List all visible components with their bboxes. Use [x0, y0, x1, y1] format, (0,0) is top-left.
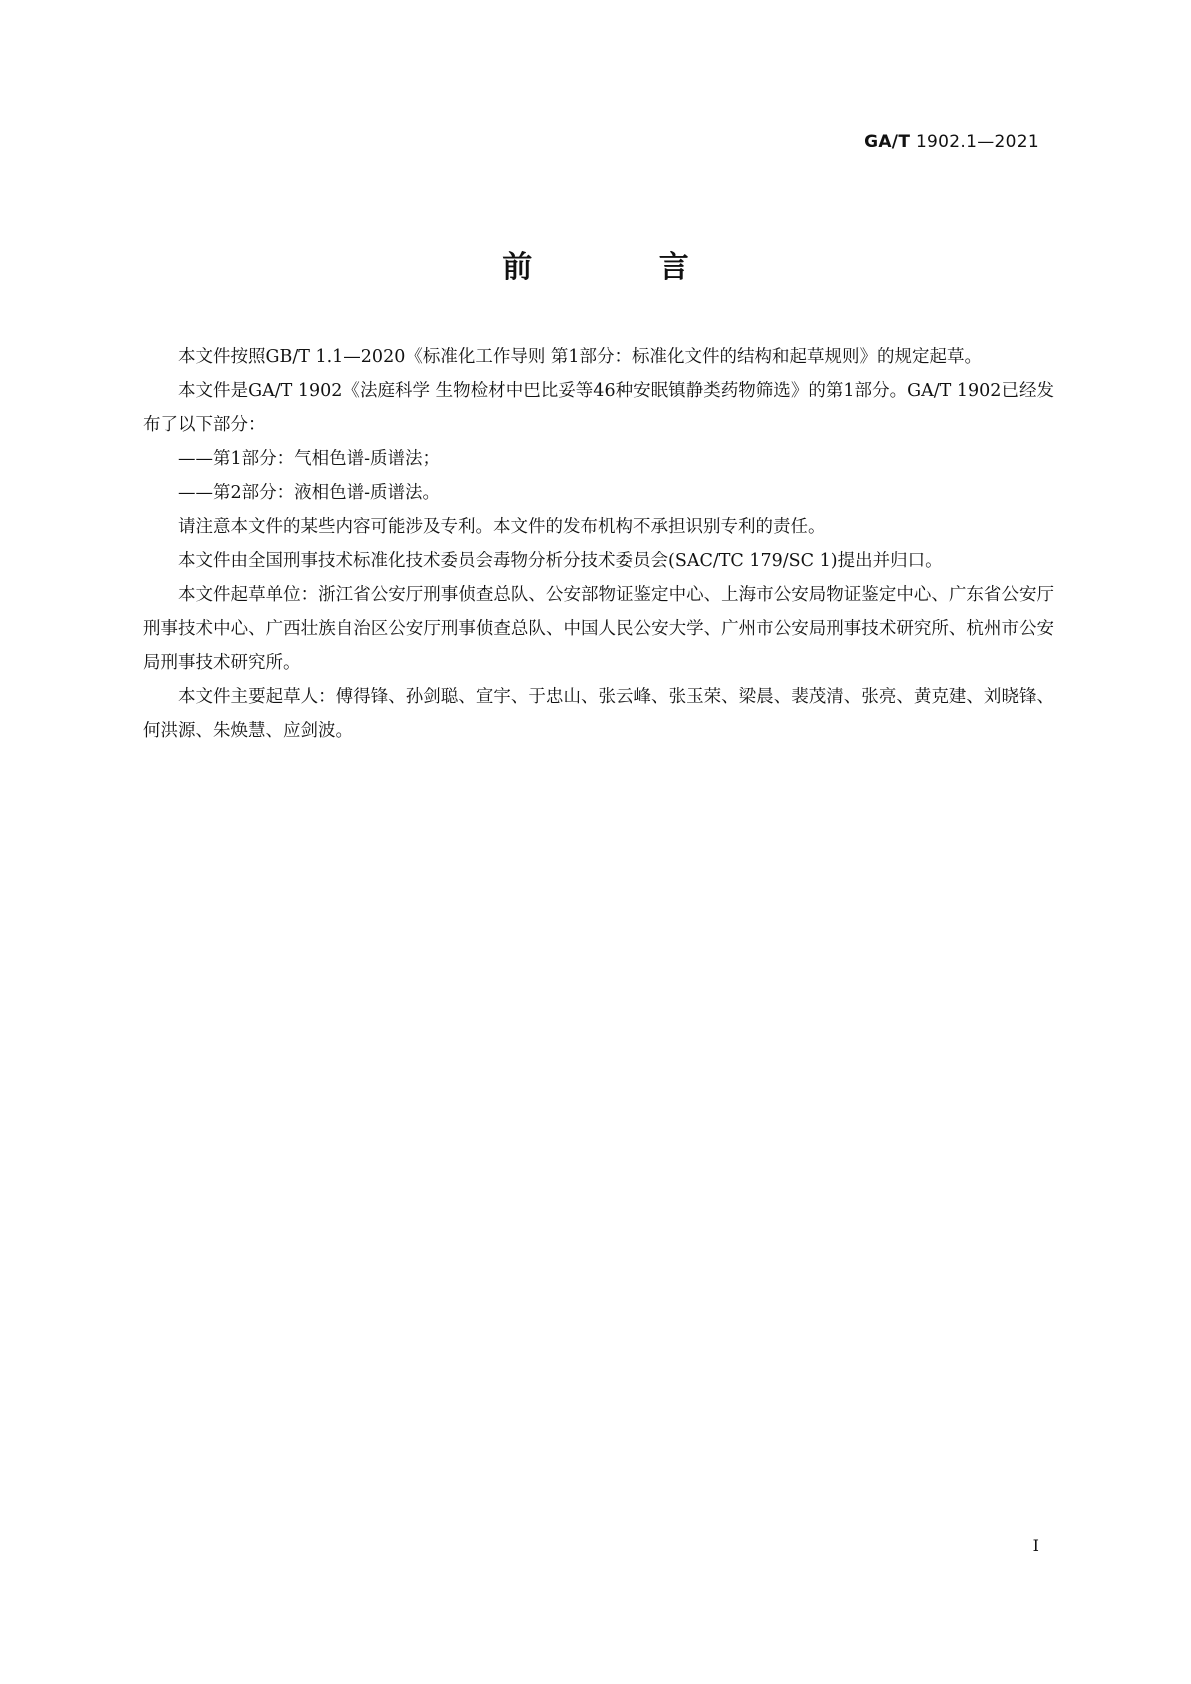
standard-prefix: GA/T — [864, 132, 911, 152]
paragraph-drafting-units: 本文件起草单位：浙江省公安厅刑事侦查总队、公安部物证鉴定中心、上海市公安局物证鉴定中心、广东省公安厅刑事技术中心、广西壮族自治区公安厅刑事侦查总队、中国人民公安大学、广州市公安局刑事技术研究所、杭州市公安局刑事技术研究所。 — [143, 585, 1054, 673]
paragraph-patent-notice: 请注意本文件的某些内容可能涉及专利。本文件的发布机构不承担识别专利的责任。 — [178, 517, 826, 537]
list-item-part-1: ——第1部分：气相色谱-质谱法； — [178, 449, 441, 469]
standard-code — [864, 132, 1039, 152]
page-title: 前 言 — [502, 250, 747, 285]
standard-number: 1902.1—2021 — [915, 132, 1039, 152]
paragraph-drafting-basis: 本文件按照GB/T 1.1—2020《标准化工作导则 第1部分：标准化文件的结构和起草规则》的规定起草。 — [178, 347, 983, 367]
paragraph-proposer: 本文件由全国刑事技术标准化技术委员会毒物分析分技术委员会(SAC/TC 179/SC 1)提出并归口。 — [178, 551, 943, 571]
paragraph-drafters: 本文件主要起草人：傅得锋、孙剑聪、宣宇、于忠山、张云峰、张玉荣、梁晨、裴茂清、张亮、黄克建、刘晓锋、何洪源、朱焕慧、应剑波。 — [143, 687, 1054, 741]
page-number: I — [1032, 1536, 1039, 1555]
paragraph-document-series: 本文件是GA/T 1902《法庭科学 生物检材中巴比妥等46种安眠镇静类药物筛选》的第1部分。GA/T 1902已经发布了以下部分： — [143, 381, 1054, 435]
list-item-part-2: ——第2部分：液相色谱-质谱法。 — [178, 483, 441, 503]
document-body — [143, 340, 1054, 748]
